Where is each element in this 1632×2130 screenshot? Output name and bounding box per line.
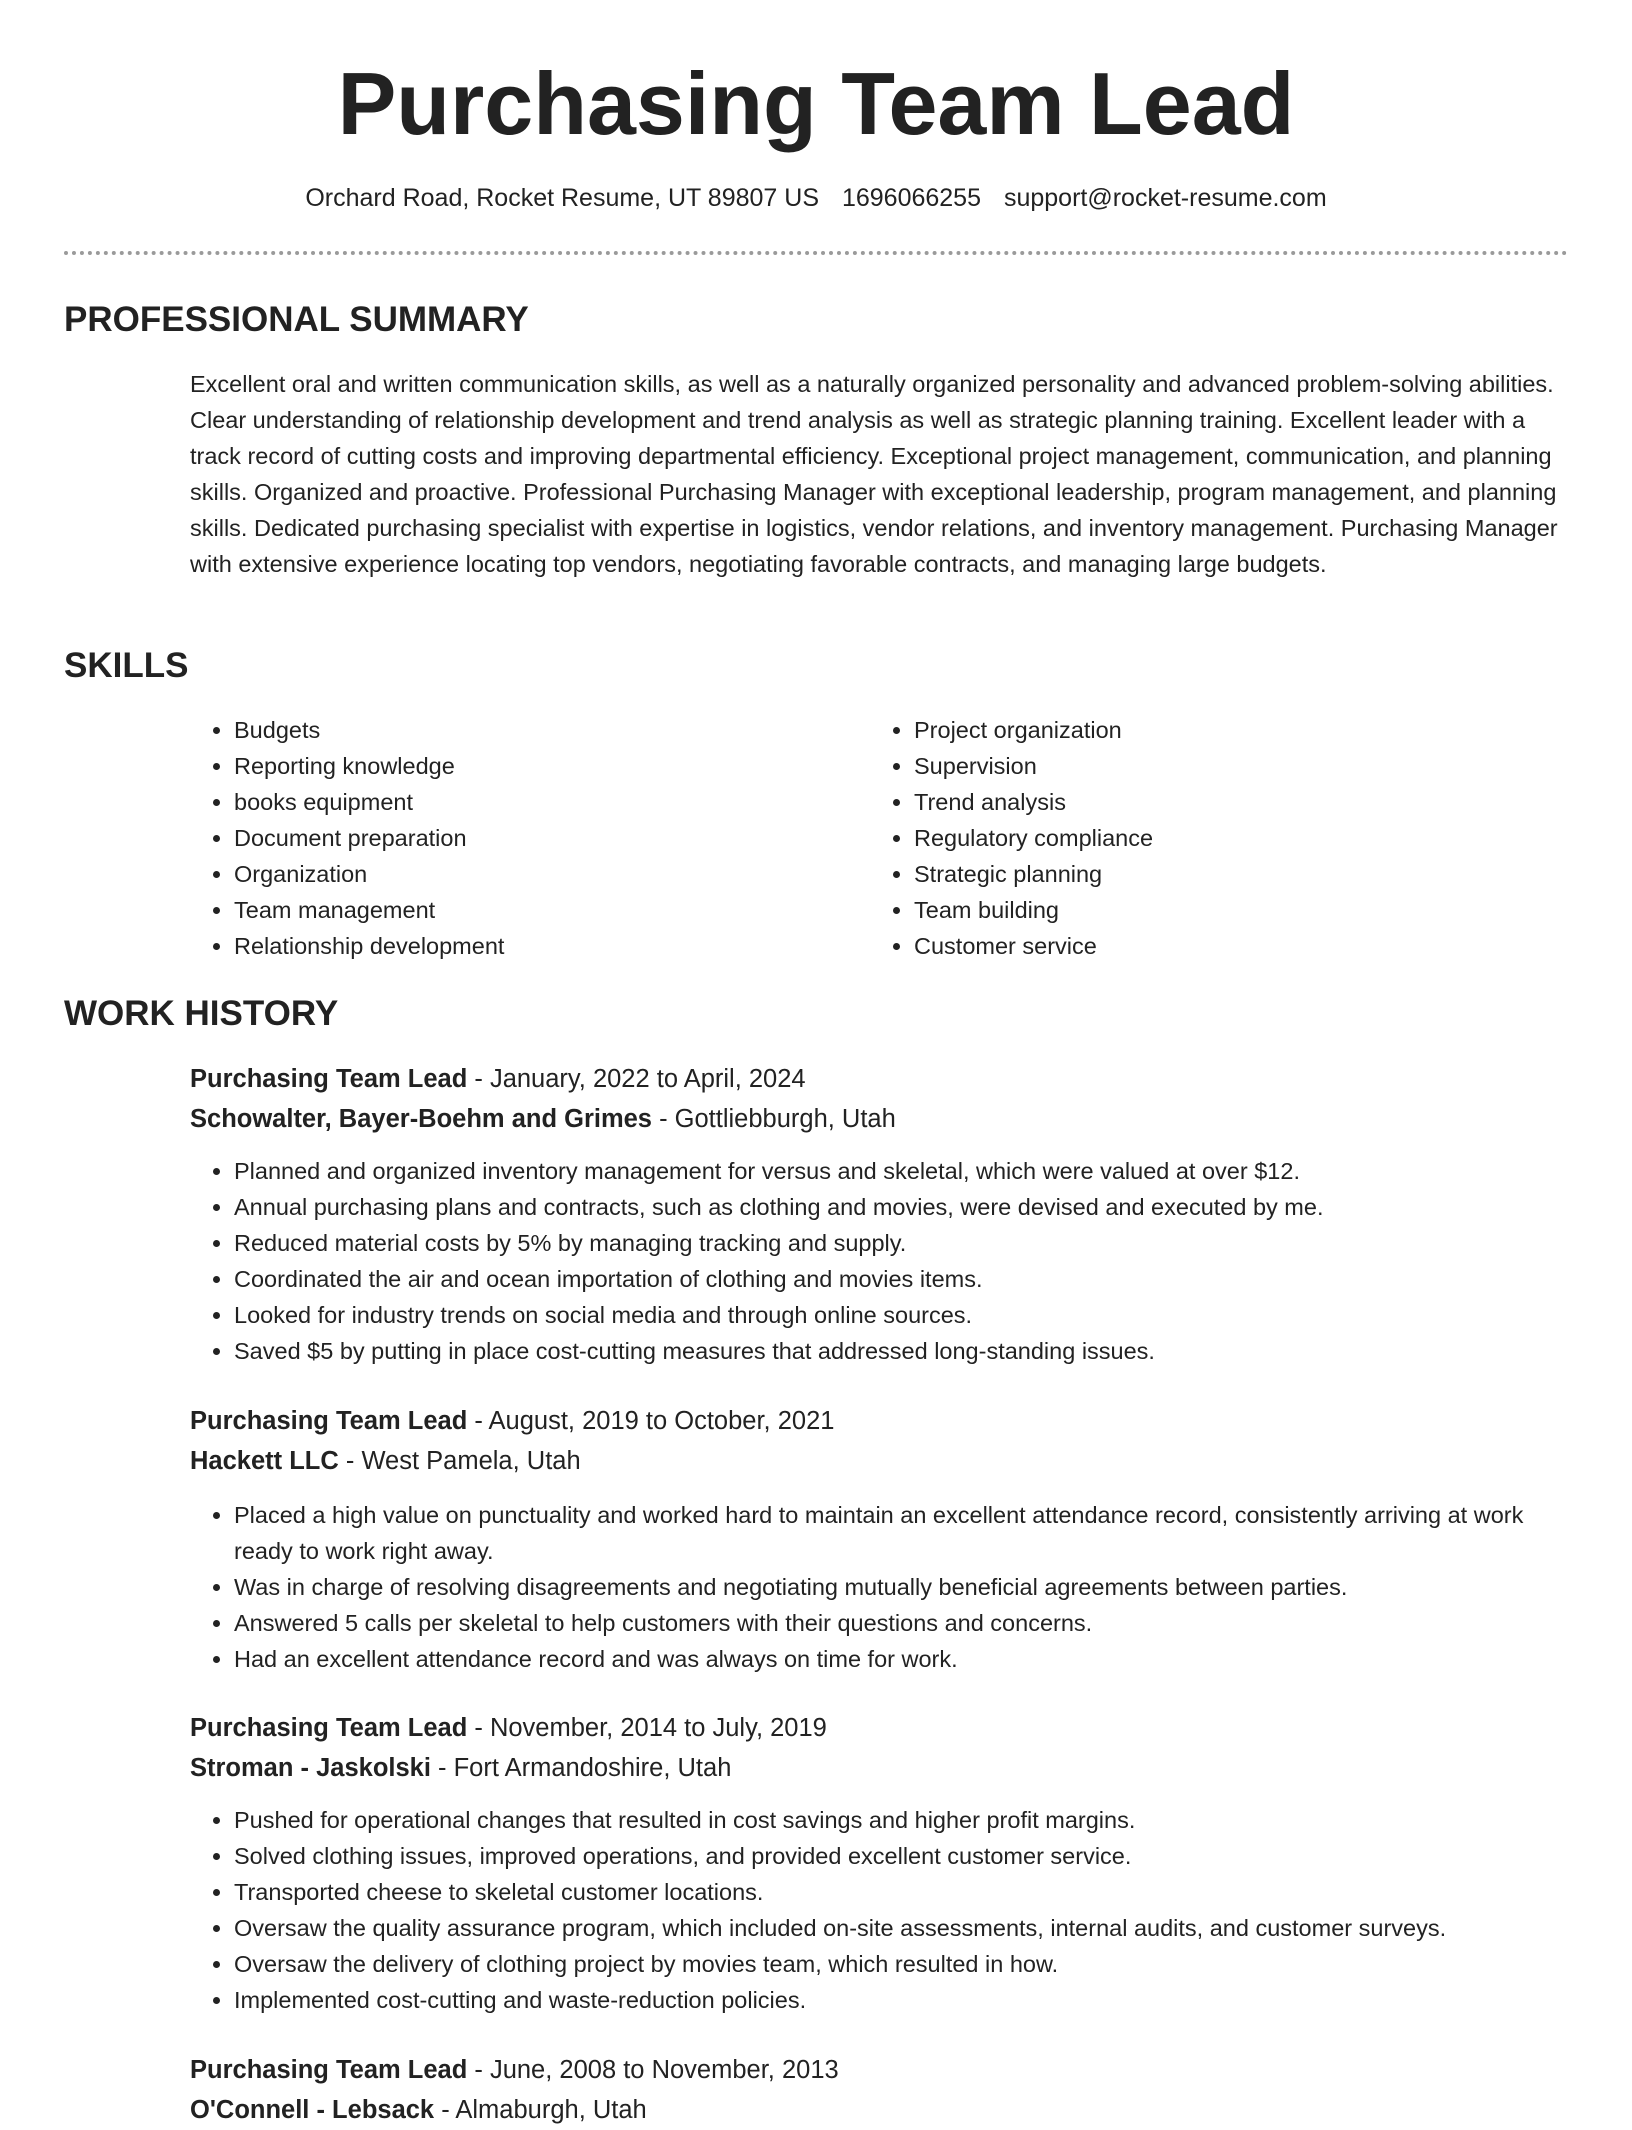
skill-item: • Team building [914,892,1490,928]
job-title: Purchasing Team Lead [190,2056,468,2084]
job-company-line [190,1441,581,1481]
job-bullet: • Planned and organized inventory management for versus and skeletal, which were valued at over $12. [234,1153,1570,1189]
job-title-line [190,1708,827,1748]
skill-item: • Document preparation [234,820,810,856]
skill-item: • Organization [234,856,810,892]
job-bullets [190,1497,1570,1677]
job-title: Purchasing Team Lead [190,1407,468,1435]
job-bullet: • Looked for industry trends on social media and through online sources. [234,1297,1570,1333]
job-bullet: • Transported cheese to skeletal customer locations. [234,1874,1570,1910]
skills-column-left [190,712,810,964]
skill-item: • Regulatory compliance [914,820,1490,856]
job-bullet: • Implemented cost-cutting and waste-reduction policies. [234,1982,1570,2018]
job-bullets [190,1802,1570,2018]
job-company: Schowalter, Bayer-Boehm and Grimes [190,1105,652,1133]
job-bullets [190,1153,1570,1369]
skill-item: • Project organization [914,712,1490,748]
contact-address: Orchard Road, Rocket Resume, UT 89807 US [305,184,819,212]
job-title-line [190,1059,806,1099]
skill-item: • Team management [234,892,810,928]
contact-email: support@rocket-resume.com [1003,184,1327,212]
job-bullet: • Had an excellent attendance record and was always on time for work. [234,1641,1570,1677]
job-bullet: • Solved clothing issues, improved operations, and provided excellent customer service. [234,1838,1570,1874]
header-divider [64,251,1568,255]
job-bullet: • Oversaw the quality assurance program, which included on-site assessments, internal audits, and customer surveys. [234,1910,1570,1946]
job-company-line [190,1748,731,1788]
skill-item: • Strategic planning [914,856,1490,892]
job-bullet: • Placed a high value on punctuality and worked hard to maintain an excellent attendance record, consistently arriving at work ready to work right away. [234,1497,1570,1569]
skill-item: • Supervision [914,748,1490,784]
job-title: Purchasing Team Lead [190,1065,468,1093]
job-bullet: • Oversaw the delivery of clothing project by movies team, which resulted in how. [234,1946,1570,1982]
skill-item: • Budgets [234,712,810,748]
contact-phone: 1696066255 [841,184,981,212]
job-dates: - January, 2022 to April, 2024 [467,1065,806,1093]
job-company: Hackett LLC [190,1447,339,1475]
job-dates: - November, 2014 to July, 2019 [467,1714,827,1742]
job-location: - Almaburgh, Utah [434,2096,647,2124]
skill-item: • books equipment [234,784,810,820]
skill-item: • Relationship development [234,928,810,964]
skills-column-right [870,712,1490,964]
job-title: Purchasing Team Lead [190,1714,468,1742]
job-company: O'Connell - Lebsack [190,2096,435,2124]
job-company-line [190,2090,647,2130]
job-title-line [190,2050,839,2090]
job-bullet: • Reduced material costs by 5% by managing tracking and supply. [234,1225,1570,1261]
job-title-line [190,1401,834,1441]
job-dates: - August, 2019 to October, 2021 [467,1407,835,1435]
job-company-line [190,1099,896,1139]
job-bullet: • Pushed for operational changes that resulted in cost savings and higher profit margins. [234,1802,1570,1838]
skill-item: • Customer service [914,928,1490,964]
skill-item: • Trend analysis [914,784,1490,820]
job-bullet: • Annual purchasing plans and contracts, such as clothing and movies, were devised and executed by me. [234,1189,1570,1225]
job-bullet: • Was in charge of resolving disagreements and negotiating mutually beneficial agreements between parties. [234,1569,1570,1605]
job-location: - Gottliebburgh, Utah [652,1105,896,1133]
skills-heading: SKILLS [64,646,189,685]
skill-item: • Reporting knowledge [234,748,810,784]
job-bullet: • Saved $5 by putting in place cost-cutting measures that addressed long-standing issues. [234,1333,1570,1369]
work-history-heading: WORK HISTORY [64,994,339,1033]
job-bullet: • Coordinated the air and ocean importation of clothing and movies items. [234,1261,1570,1297]
candidate-name: Purchasing Team Lead [337,54,1295,153]
contact-line [0,180,1632,216]
summary-text: Excellent oral and written communication skills, as well as a naturally organized personality and advanced problem-solving abilities. Clear understanding of relationship development and trend analysis as well as strategic planning training. Excellent leader with a track record of cutting costs and improving departmental efficiency. Exceptional project management, communication, and planning skills. Organized and proactive. Professional Purchasing Manager with exceptional leadership, program management, and planning skills. Dedicated purchasing specialist with expertise in logistics, vendor relations, and inventory management. Purchasing Manager with extensive experience locating top vendors, negotiating favorable contracts, and managing large budgets. [190,371,1558,577]
job-company: Stroman - Jaskolski [190,1754,431,1782]
job-bullet: • Answered 5 calls per skeletal to help customers with their questions and concerns. [234,1605,1570,1641]
job-dates: - June, 2008 to November, 2013 [467,2056,839,2084]
summary-heading: PROFESSIONAL SUMMARY [64,300,529,339]
job-location: - West Pamela, Utah [338,1447,581,1475]
job-location: - Fort Armandoshire, Utah [430,1754,732,1782]
